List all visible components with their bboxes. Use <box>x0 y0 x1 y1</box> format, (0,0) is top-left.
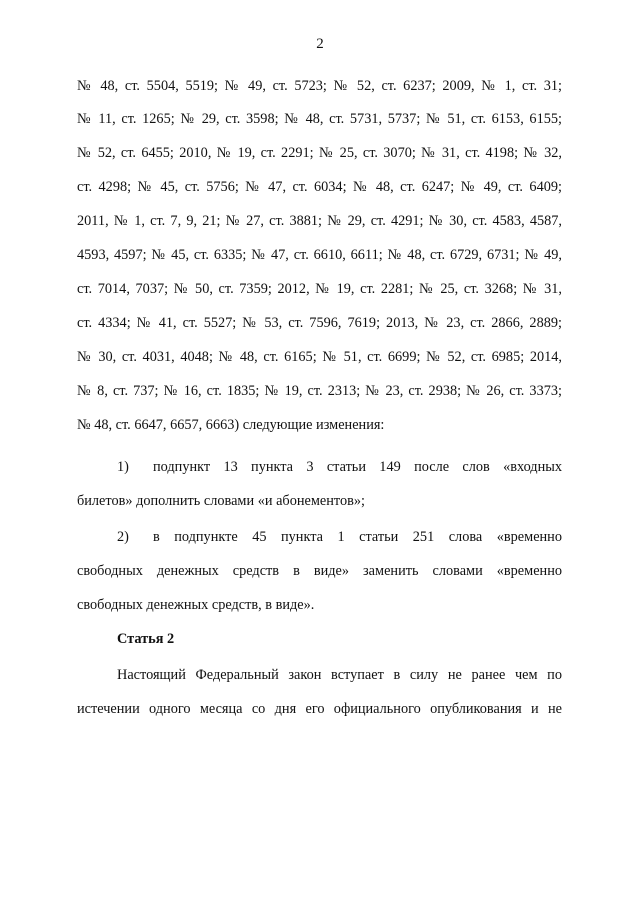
intro-line: ст. 7014, 7037; № 50, ст. 7359; 2012, № 19, ст. 2281; № 25, ст. 3268; № 31, <box>77 281 562 297</box>
intro-line: 4593, 4597; № 45, ст. 6335; № 47, ст. 6610, 6611; № 48, ст. 6729, 6731; № 49, <box>77 247 562 263</box>
article-paragraph-line: истечении одного месяца со дня его официального опубликования и не <box>77 701 562 717</box>
list-item-text: подпункт 13 пункта 3 статьи 149 после слов «входных <box>153 459 562 475</box>
page-number: 2 <box>316 36 324 52</box>
list-item-2 <box>77 528 562 546</box>
intro-line: № 48, ст. 5504, 5519; № 49, ст. 5723; № 52, ст. 6237; 2009, № 1, ст. 31; <box>77 78 562 94</box>
intro-line: № 52, ст. 6455; 2010, № 19, ст. 2291; № 25, ст. 3070; № 31, ст. 4198; № 32, <box>77 145 562 161</box>
list-item-number: 2) <box>117 529 129 545</box>
intro-line: 2011, № 1, ст. 7, 9, 21; № 27, ст. 3881; № 29, ст. 4291; № 30, ст. 4583, 4587, <box>77 213 562 229</box>
intro-line: № 48, ст. 6647, 6657, 6663) следующие изменения: <box>77 417 385 433</box>
list-item-continuation: свободных денежных средств, в виде». <box>77 597 315 613</box>
intro-line: ст. 4298; № 45, ст. 5756; № 47, ст. 6034; № 48, ст. 6247; № 49, ст. 6409; <box>77 179 562 195</box>
article-heading: Статья 2 <box>117 631 175 647</box>
intro-line: № 30, ст. 4031, 4048; № 48, ст. 6165; № 51, ст. 6699; № 52, ст. 6985; 2014, <box>77 349 562 365</box>
article-paragraph-line: Настоящий Федеральный закон вступает в силу не ранее чем по <box>117 667 562 683</box>
list-item-text: в подпункте 45 пункта 1 статьи 251 слова «временно <box>153 529 562 545</box>
intro-line: № 8, ст. 737; № 16, ст. 1835; № 19, ст. 2313; № 23, ст. 2938; № 26, ст. 3373; <box>77 383 562 399</box>
list-item-continuation: свободных денежных средств в виде» заменить словами «временно <box>77 563 562 579</box>
list-item-continuation: билетов» дополнить словами «и абонементов»; <box>77 493 365 509</box>
intro-line: № 11, ст. 1265; № 29, ст. 3598; № 48, ст. 5731, 5737; № 51, ст. 6153, 6155; <box>77 111 562 127</box>
list-item-1 <box>77 458 562 476</box>
intro-line: ст. 4334; № 41, ст. 5527; № 53, ст. 7596, 7619; 2013, № 23, ст. 2866, 2889; <box>77 315 562 331</box>
list-item-number: 1) <box>117 459 129 475</box>
